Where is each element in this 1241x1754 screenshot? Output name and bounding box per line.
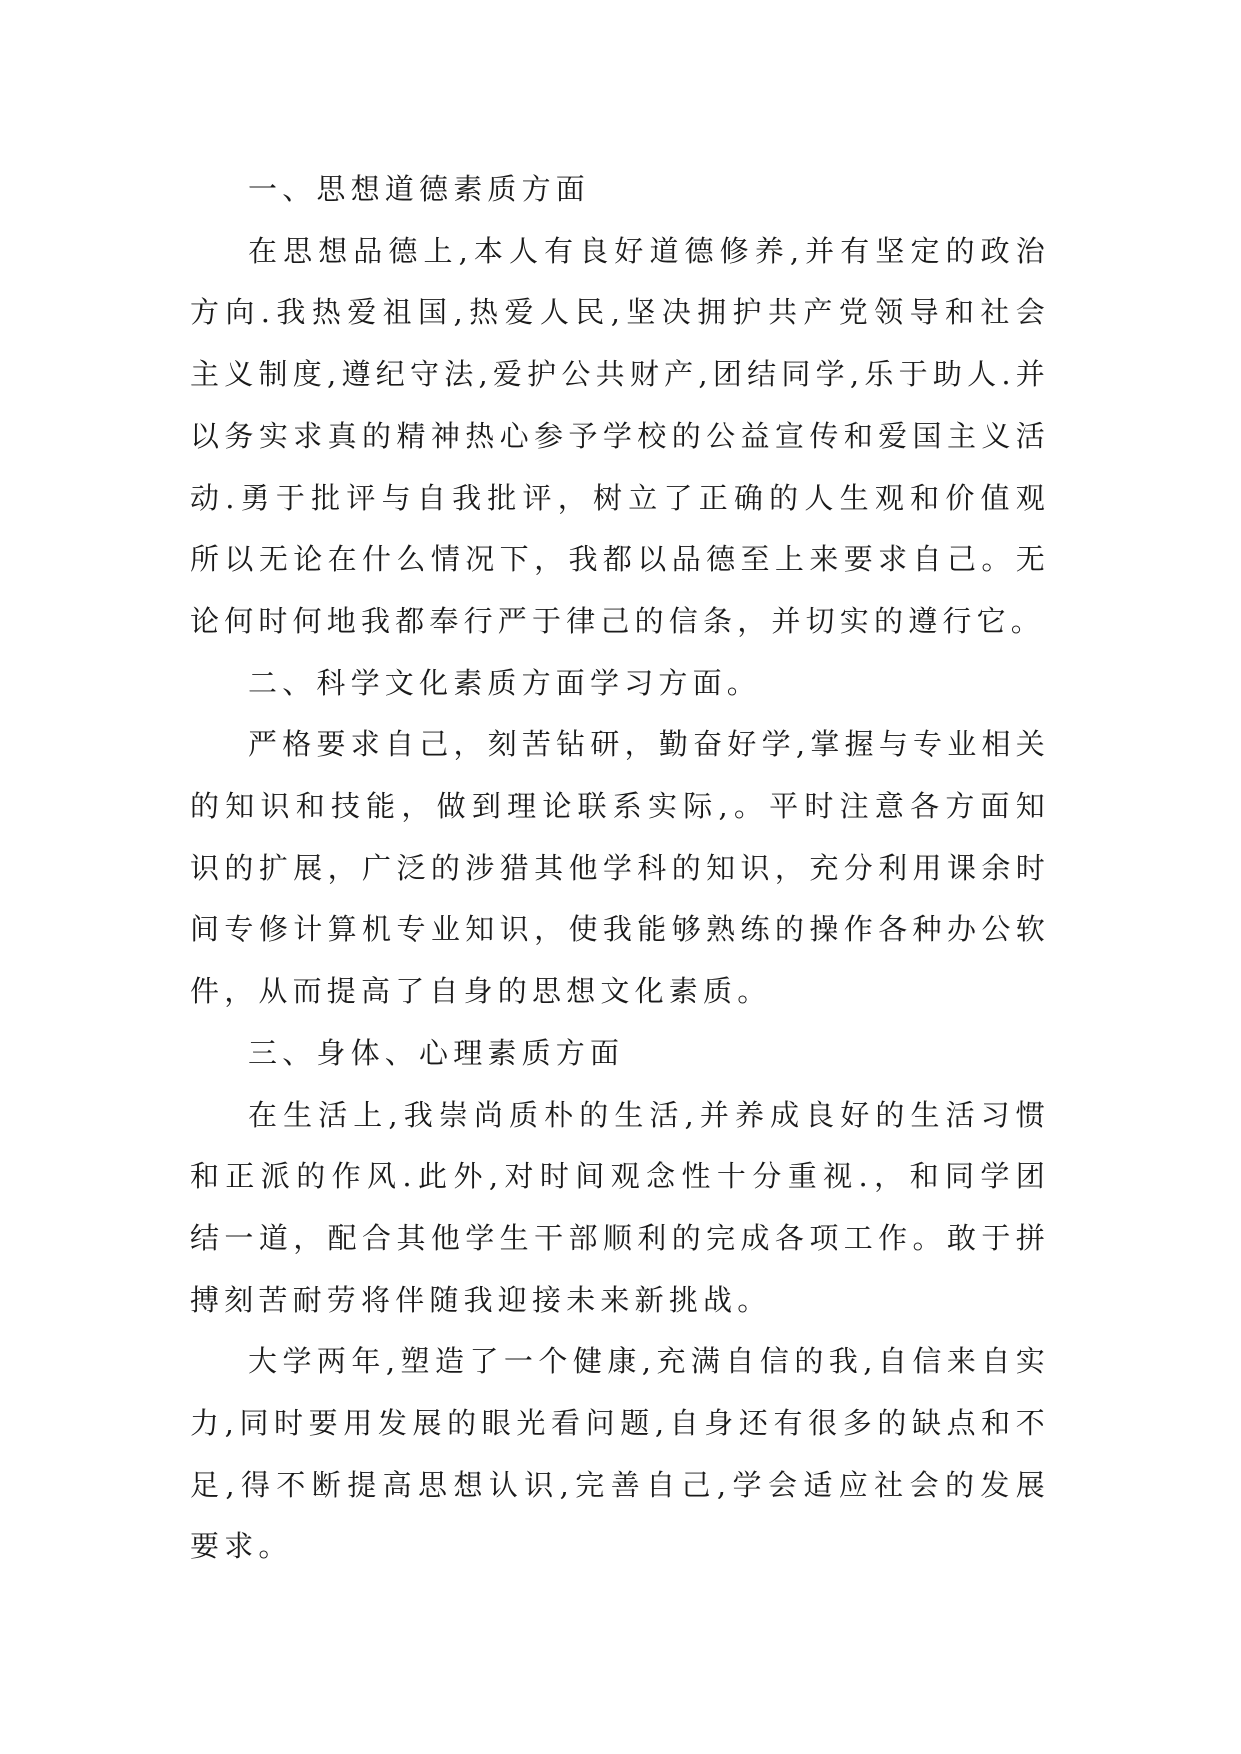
- section-body-moral: 在思想品德上,本人有良好道德修养,并有坚定的政治方向.我热爱祖国,热爱人民,坚决拥护共产党领导和社会主义制度,遵纪守法,爱护公共财产,团结同学,乐于助人.并以务实求真的精神热心参予学校的公益宣传和爱国主义活动.勇于批评与自我批评，树立了正确的人生观和价值观所以无论在什么情况下，我都以品德至上来要求自己。无论何时何地我都奉行严于律己的信条，并切实的遵行它。: [190, 233, 1050, 638]
- section-heading-culture: 二、科学文化素质方面学习方面。: [248, 665, 762, 700]
- section-body-culture: 严格要求自己，刻苦钻研，勤奋好学,掌握与专业相关的知识和技能，做到理论联系实际,。平时注意各方面知识的扩展，广泛的涉猎其他学科的知识，充分利用课余时间专修计算机专业知识，使我能够熟练的操作各种办公软件，从而提高了自身的思想文化素质。: [190, 727, 1050, 1009]
- closing-paragraph: 大学两年,塑造了一个健康,充满自信的我,自信来自实力,同时要用发展的眼光看问题,自身还有很多的缺点和不足,得不断提高思想认识,完善自己,学会适应社会的发展要求。: [190, 1344, 1050, 1564]
- section-heading-moral: 一、思想道德素质方面: [248, 172, 591, 206]
- section-body-physical: 在生活上,我崇尚质朴的生活,并养成良好的生活习惯和正派的作风.此外,对时间观念性十分重视.，和同学团结一道，配合其他学生干部顺利的完成各项工作。敢于拼搏刻苦耐劳将伴随我迎接未来新挑战。: [190, 1097, 1050, 1317]
- document-body: [190, 159, 1050, 1578]
- section-heading-physical: 三、身体、心理素质方面: [248, 1035, 625, 1070]
